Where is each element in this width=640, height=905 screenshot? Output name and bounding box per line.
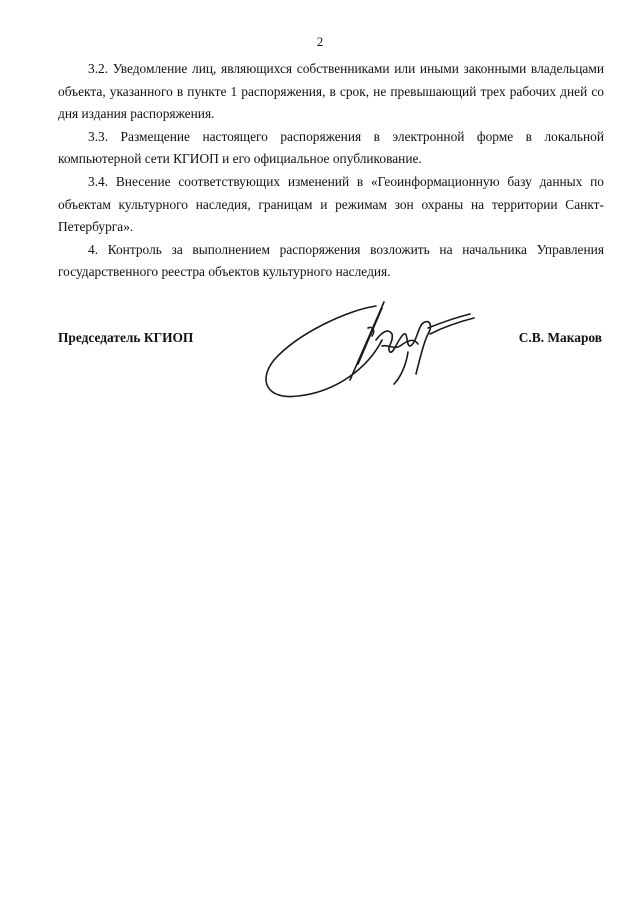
- handwritten-signature: [258, 288, 478, 408]
- page-number: 2: [316, 34, 324, 49]
- signer-name: С.В. Макаров: [518, 330, 602, 345]
- paragraph-3-4: 3.4. Внесение соответствующих изменений в «Геоинформационную базу данных по объектам культурного наследия, границам и режимам зон охраны на территории Санкт-Петербурга».: [58, 173, 604, 235]
- paragraph-3-3: 3.3. Размещение настоящего распоряжения в электронной форме в локальной компьютерной сети КГИОП и его официальное опубликование.: [58, 128, 604, 167]
- signer-title: Председатель КГИОП: [58, 330, 194, 345]
- document-body: [58, 58, 604, 284]
- paragraph-4: 4. Контроль за выполнением распоряжения возложить на начальника Управления государственного реестра объектов культурного наследия.: [58, 241, 604, 280]
- paragraph-3-2: 3.2. Уведомление лиц, являющихся собственниками или иными законными владельцами объекта, указанного в пункте 1 распоряжения, в срок, не превышающий трех рабочих дней со дня издания распоряжения.: [58, 61, 604, 122]
